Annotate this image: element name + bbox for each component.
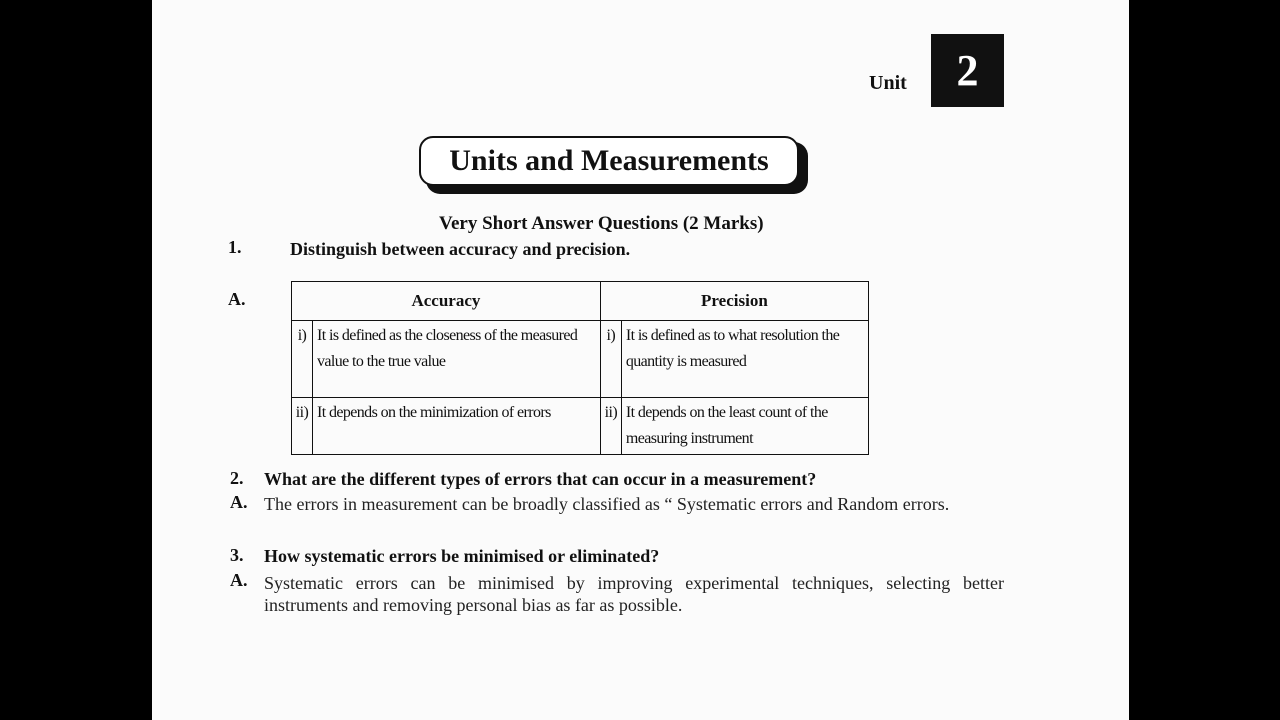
question-1-number: 1. (228, 237, 242, 257)
accuracy-cell: It is defined as the closeness of the measured value to the true value (313, 321, 601, 398)
question-2-number: 2. (230, 468, 244, 488)
question-1-text: Distinguish between accuracy and precision. (290, 239, 631, 259)
comparison-table (291, 281, 869, 455)
answer-3-marker: A. (230, 570, 248, 590)
chapter-title: Units and Measurements (419, 136, 799, 186)
question-3-text: How systematic errors be minimised or eliminated? (264, 546, 660, 566)
question-3-number: 3. (230, 545, 244, 565)
unit-label: Unit (869, 72, 907, 94)
accuracy-cell: It depends on the minimization of errors (313, 398, 601, 455)
document-page (152, 0, 1129, 720)
answer-3-text: Systematic errors can be minimised by improving experimental techniques, selecting better instruments and removing personal bias as far as possible. (264, 573, 1004, 615)
precision-cell: It is defined as to what resolution the quantity is measured (621, 321, 868, 398)
question-2-text: What are the different types of errors that can occur in a measurement? (264, 469, 817, 489)
table-header-row (292, 282, 869, 321)
header-precision: Precision (600, 282, 868, 321)
row-index: ii) (292, 398, 313, 455)
row-index: i) (292, 321, 313, 398)
unit-number-badge: 2 (931, 34, 1004, 107)
header-accuracy: Accuracy (292, 282, 601, 321)
table-row (292, 398, 869, 455)
precision-cell: It depends on the least count of the measuring instrument (621, 398, 868, 455)
answer-2-text: The errors in measurement can be broadly classified as “ Systematic errors and Random errors. (264, 494, 950, 514)
answer-2-marker: A. (230, 492, 248, 512)
table-row (292, 321, 869, 398)
row-index: ii) (600, 398, 621, 455)
section-title: Very Short Answer Questions (2 Marks) (439, 213, 764, 234)
answer-1-marker: A. (228, 289, 246, 309)
row-index: i) (600, 321, 621, 398)
